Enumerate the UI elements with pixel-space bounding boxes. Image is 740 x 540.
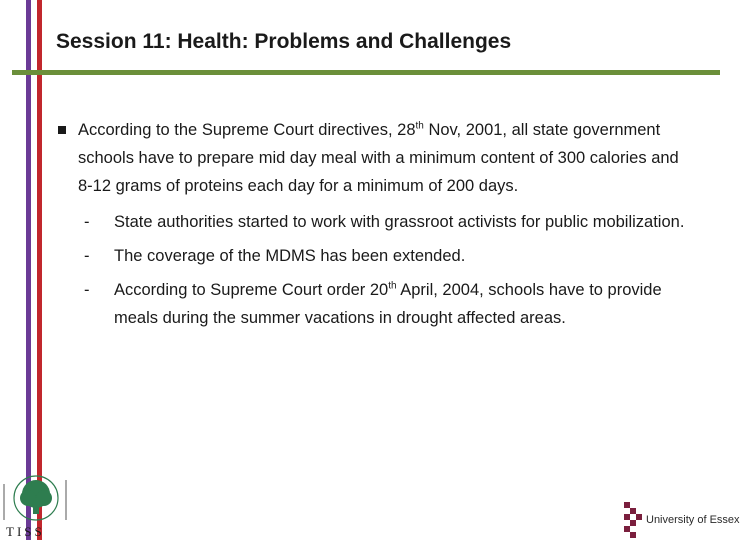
dash-bullet-icon: - xyxy=(84,247,90,265)
left-red-bar xyxy=(37,0,42,540)
square-bullet-icon xyxy=(58,126,66,134)
sub-bullet-text-pre: According to Supreme Court order 20 xyxy=(114,281,389,299)
sub-bullet-list xyxy=(56,208,696,332)
tiss-logo-text: TISS xyxy=(6,524,45,539)
sub-bullet xyxy=(78,276,696,332)
essex-logo-text: University of Essex xyxy=(646,514,740,526)
sub-bullet-text: The coverage of the MDMS has been extended. xyxy=(114,247,466,265)
main-bullet-text-pre: According to the Supreme Court directives, 28 xyxy=(78,121,416,139)
sub-bullet xyxy=(78,242,696,270)
sub-bullet-text: State authorities started to work with grassroot activists for public mobilization. xyxy=(114,213,685,231)
main-bullet-sup: th xyxy=(415,120,424,132)
essex-checker-icon xyxy=(624,502,642,538)
main-bullet xyxy=(56,116,696,200)
sub-bullet-sup: th xyxy=(388,280,397,292)
slide-title: Session 11: Health: Problems and Challenges xyxy=(56,30,512,53)
dash-bullet-icon: - xyxy=(84,281,90,299)
slide-content xyxy=(56,116,696,338)
sub-bullet xyxy=(78,208,696,236)
title-underline-bar xyxy=(12,70,720,75)
sub-bullet-text-post: April, 2004, schools have to provide meals during the summer vacations in drought affected areas. xyxy=(114,281,662,327)
dash-bullet-icon: - xyxy=(84,213,90,231)
left-purple-bar xyxy=(26,0,31,540)
main-bullet-text-post: Nov, 2001, all state government schools have to prepare mid day meal with a minimum content of 300 calories and 8-12 grams of proteins each day for a minimum of 200 days. xyxy=(78,121,679,195)
